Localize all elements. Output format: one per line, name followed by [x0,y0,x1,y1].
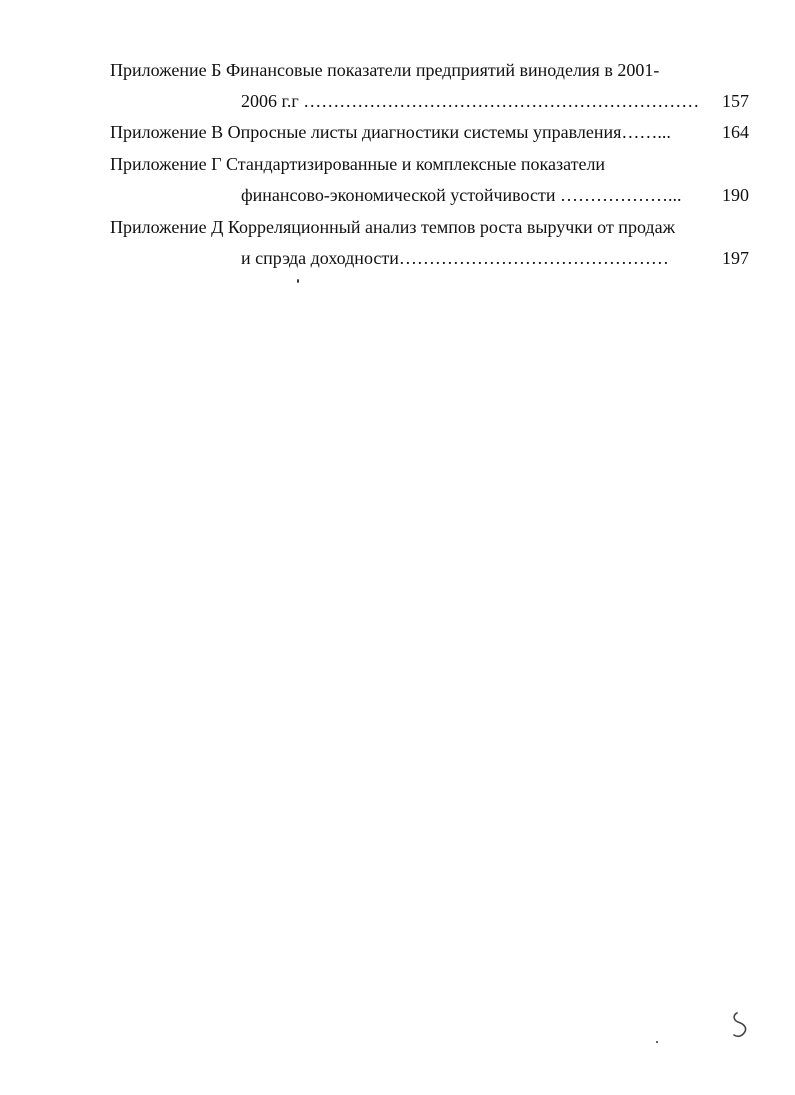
handwritten-mark-icon [728,1010,754,1042]
toc-entry-g-title: Приложение Г Стандартизированные и комплексные показатели [110,154,606,174]
toc-entry-d-continuation: и спрэда доходности……………………………………… [241,248,669,268]
scan-speck [656,1041,658,1043]
toc-entry-d-page-number: 197 [722,248,749,268]
toc-entry-g-continuation: финансово-экономической устойчивости ………………... [241,185,682,205]
toc-entry-b-page-number: 157 [722,91,749,111]
toc-entry-g-page-number: 190 [722,185,749,205]
toc-entry-b-title: Приложение Б Финансовые показатели предприятий виноделия в 2001- [110,60,660,80]
toc-entry-b-continuation: 2006 г.г ………………………………………………………… [241,91,700,111]
toc-entry-d-title: Приложение Д Корреляционный анализ темпов роста выручки от продаж [110,217,676,237]
scan-speck [297,279,299,283]
toc-entry-v-page-number: 164 [722,122,749,142]
toc-entry-v-title: Приложение В Опросные листы диагностики системы управления……... [110,122,671,142]
